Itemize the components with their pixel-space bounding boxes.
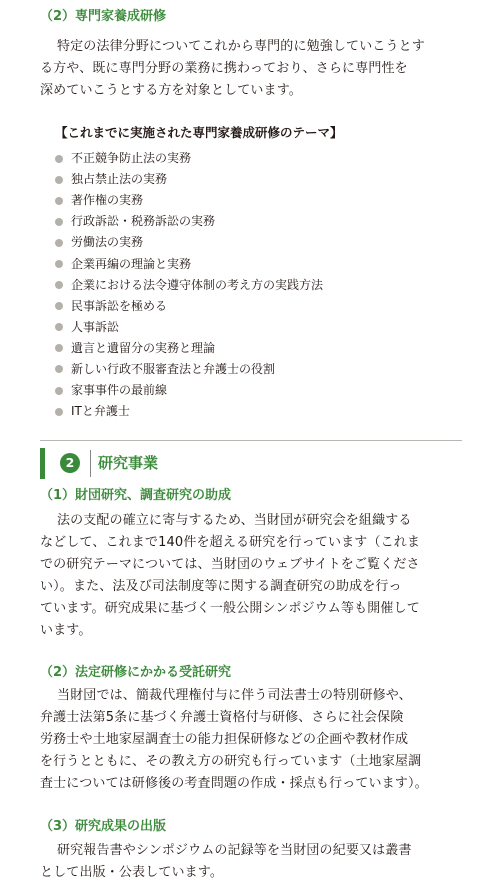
bullet-icon bbox=[55, 281, 63, 289]
bullet-icon bbox=[55, 344, 63, 352]
list-item-label: 労働法の実務 bbox=[71, 235, 144, 250]
bullet-icon bbox=[55, 218, 63, 226]
training-heading: （2）専門家養成研修 bbox=[40, 9, 167, 24]
list-item-label: 企業における法令遵守体制の考え方の実践方法 bbox=[71, 277, 324, 292]
section-accent-bar bbox=[40, 448, 45, 479]
list-item bbox=[55, 190, 323, 211]
bullet-icon bbox=[55, 260, 63, 268]
bullet-icon bbox=[55, 197, 63, 205]
research-grant-heading: （1）財団研究、調査研究の助成 bbox=[40, 488, 232, 503]
section-title: 研究事業 bbox=[98, 454, 159, 472]
publication-paragraph bbox=[40, 840, 470, 884]
list-item-label: 遺言と遺留分の実務と理論 bbox=[71, 340, 216, 355]
bullet-icon bbox=[55, 365, 63, 373]
bullet-icon bbox=[55, 323, 63, 331]
training-paragraph bbox=[40, 36, 470, 102]
list-item bbox=[55, 148, 323, 169]
section-number-badge: 2 bbox=[60, 453, 80, 473]
list-item-label: 不正競争防止法の実務 bbox=[71, 151, 192, 166]
list-item bbox=[55, 401, 323, 422]
bullet-icon bbox=[55, 302, 63, 310]
text-line: ています。研究成果に基づく一般公開シンポジウム等も開催して bbox=[40, 601, 420, 616]
text-line: い）。また、法及び司法制度等に関する調査研究の助成を行っ bbox=[40, 579, 402, 594]
text-line: 研究報告書やシンポジウムの記録等を当財団の紀要又は叢書 bbox=[57, 843, 412, 858]
themes-list-title: 【これまでに実施された専門家養成研修のテーマ】 bbox=[55, 125, 343, 140]
text-line: る方や、既に専門分野の業務に携わっており、さらに専門性を bbox=[40, 61, 408, 76]
publication-heading: （3）研究成果の出版 bbox=[40, 819, 167, 834]
text-line: として出版・公表しています。 bbox=[40, 865, 224, 880]
text-line: などして、これまで140件を超える研究を行っています（これま bbox=[40, 535, 421, 550]
list-item-label: 民事訴訟を極める bbox=[71, 298, 168, 313]
bullet-icon bbox=[55, 176, 63, 184]
list-item-label: 人事訴訟 bbox=[71, 319, 120, 334]
list-item-label: 著作権の実務 bbox=[71, 193, 144, 208]
text-line: 深めていこうとする方を対象としています。 bbox=[40, 83, 302, 98]
text-line: います。 bbox=[40, 623, 92, 638]
section-separator bbox=[90, 450, 91, 477]
list-item-label: 新しい行政不服審査法と弁護士の役割 bbox=[71, 361, 276, 376]
text-line: 特定の法律分野についてこれから専門的に勉強していこうとす bbox=[57, 39, 425, 54]
list-item bbox=[55, 380, 323, 401]
list-item bbox=[55, 296, 323, 317]
list-item bbox=[55, 211, 323, 232]
list-item-label: ITと弁護士 bbox=[71, 404, 130, 419]
text-line: 査士については研修後の考査問題の作成・採点も行っています）。 bbox=[40, 776, 428, 791]
text-line: 当財団では、簡裁代理権付与に伴う司法書士の特別研修や、 bbox=[57, 688, 412, 703]
bullet-icon bbox=[55, 239, 63, 247]
list-item bbox=[55, 317, 323, 338]
list-item bbox=[55, 359, 323, 380]
text-line: 労務士や土地家屋調査士の能力担保研修などの企画や教材作成 bbox=[40, 732, 409, 747]
list-item bbox=[55, 169, 323, 190]
text-line: を行うとともに、その教え方の研究も行っています（土地家屋調 bbox=[40, 754, 422, 769]
text-line: での研究テーマについては、当財団のウェブサイトをご覧くださ bbox=[40, 557, 420, 572]
list-item bbox=[55, 338, 323, 359]
list-item-label: 家事事件の最前線 bbox=[71, 383, 168, 398]
list-item-label: 行政訴訟・税務訴訟の実務 bbox=[71, 214, 216, 229]
list-item-label: 企業再編の理論と実務 bbox=[71, 256, 192, 271]
bullet-icon bbox=[55, 408, 63, 416]
bullet-icon bbox=[55, 387, 63, 395]
list-item bbox=[55, 275, 323, 296]
list-item bbox=[55, 232, 323, 253]
commissioned-research-paragraph bbox=[40, 685, 470, 795]
research-grant-paragraph bbox=[40, 510, 470, 642]
commissioned-research-heading: （2）法定研修にかかる受託研究 bbox=[40, 665, 232, 680]
bullet-icon bbox=[55, 155, 63, 163]
list-item bbox=[55, 253, 323, 274]
themes-list bbox=[55, 148, 323, 422]
list-item-label: 独占禁止法の実務 bbox=[71, 172, 168, 187]
text-line: 法の支配の確立に寄与するため、当財団が研究会を組織する bbox=[57, 513, 412, 528]
text-line: 弁護士法第5条に基づく弁護士資格付与研修、さらに社会保険 bbox=[40, 710, 404, 725]
section-divider bbox=[40, 440, 462, 441]
